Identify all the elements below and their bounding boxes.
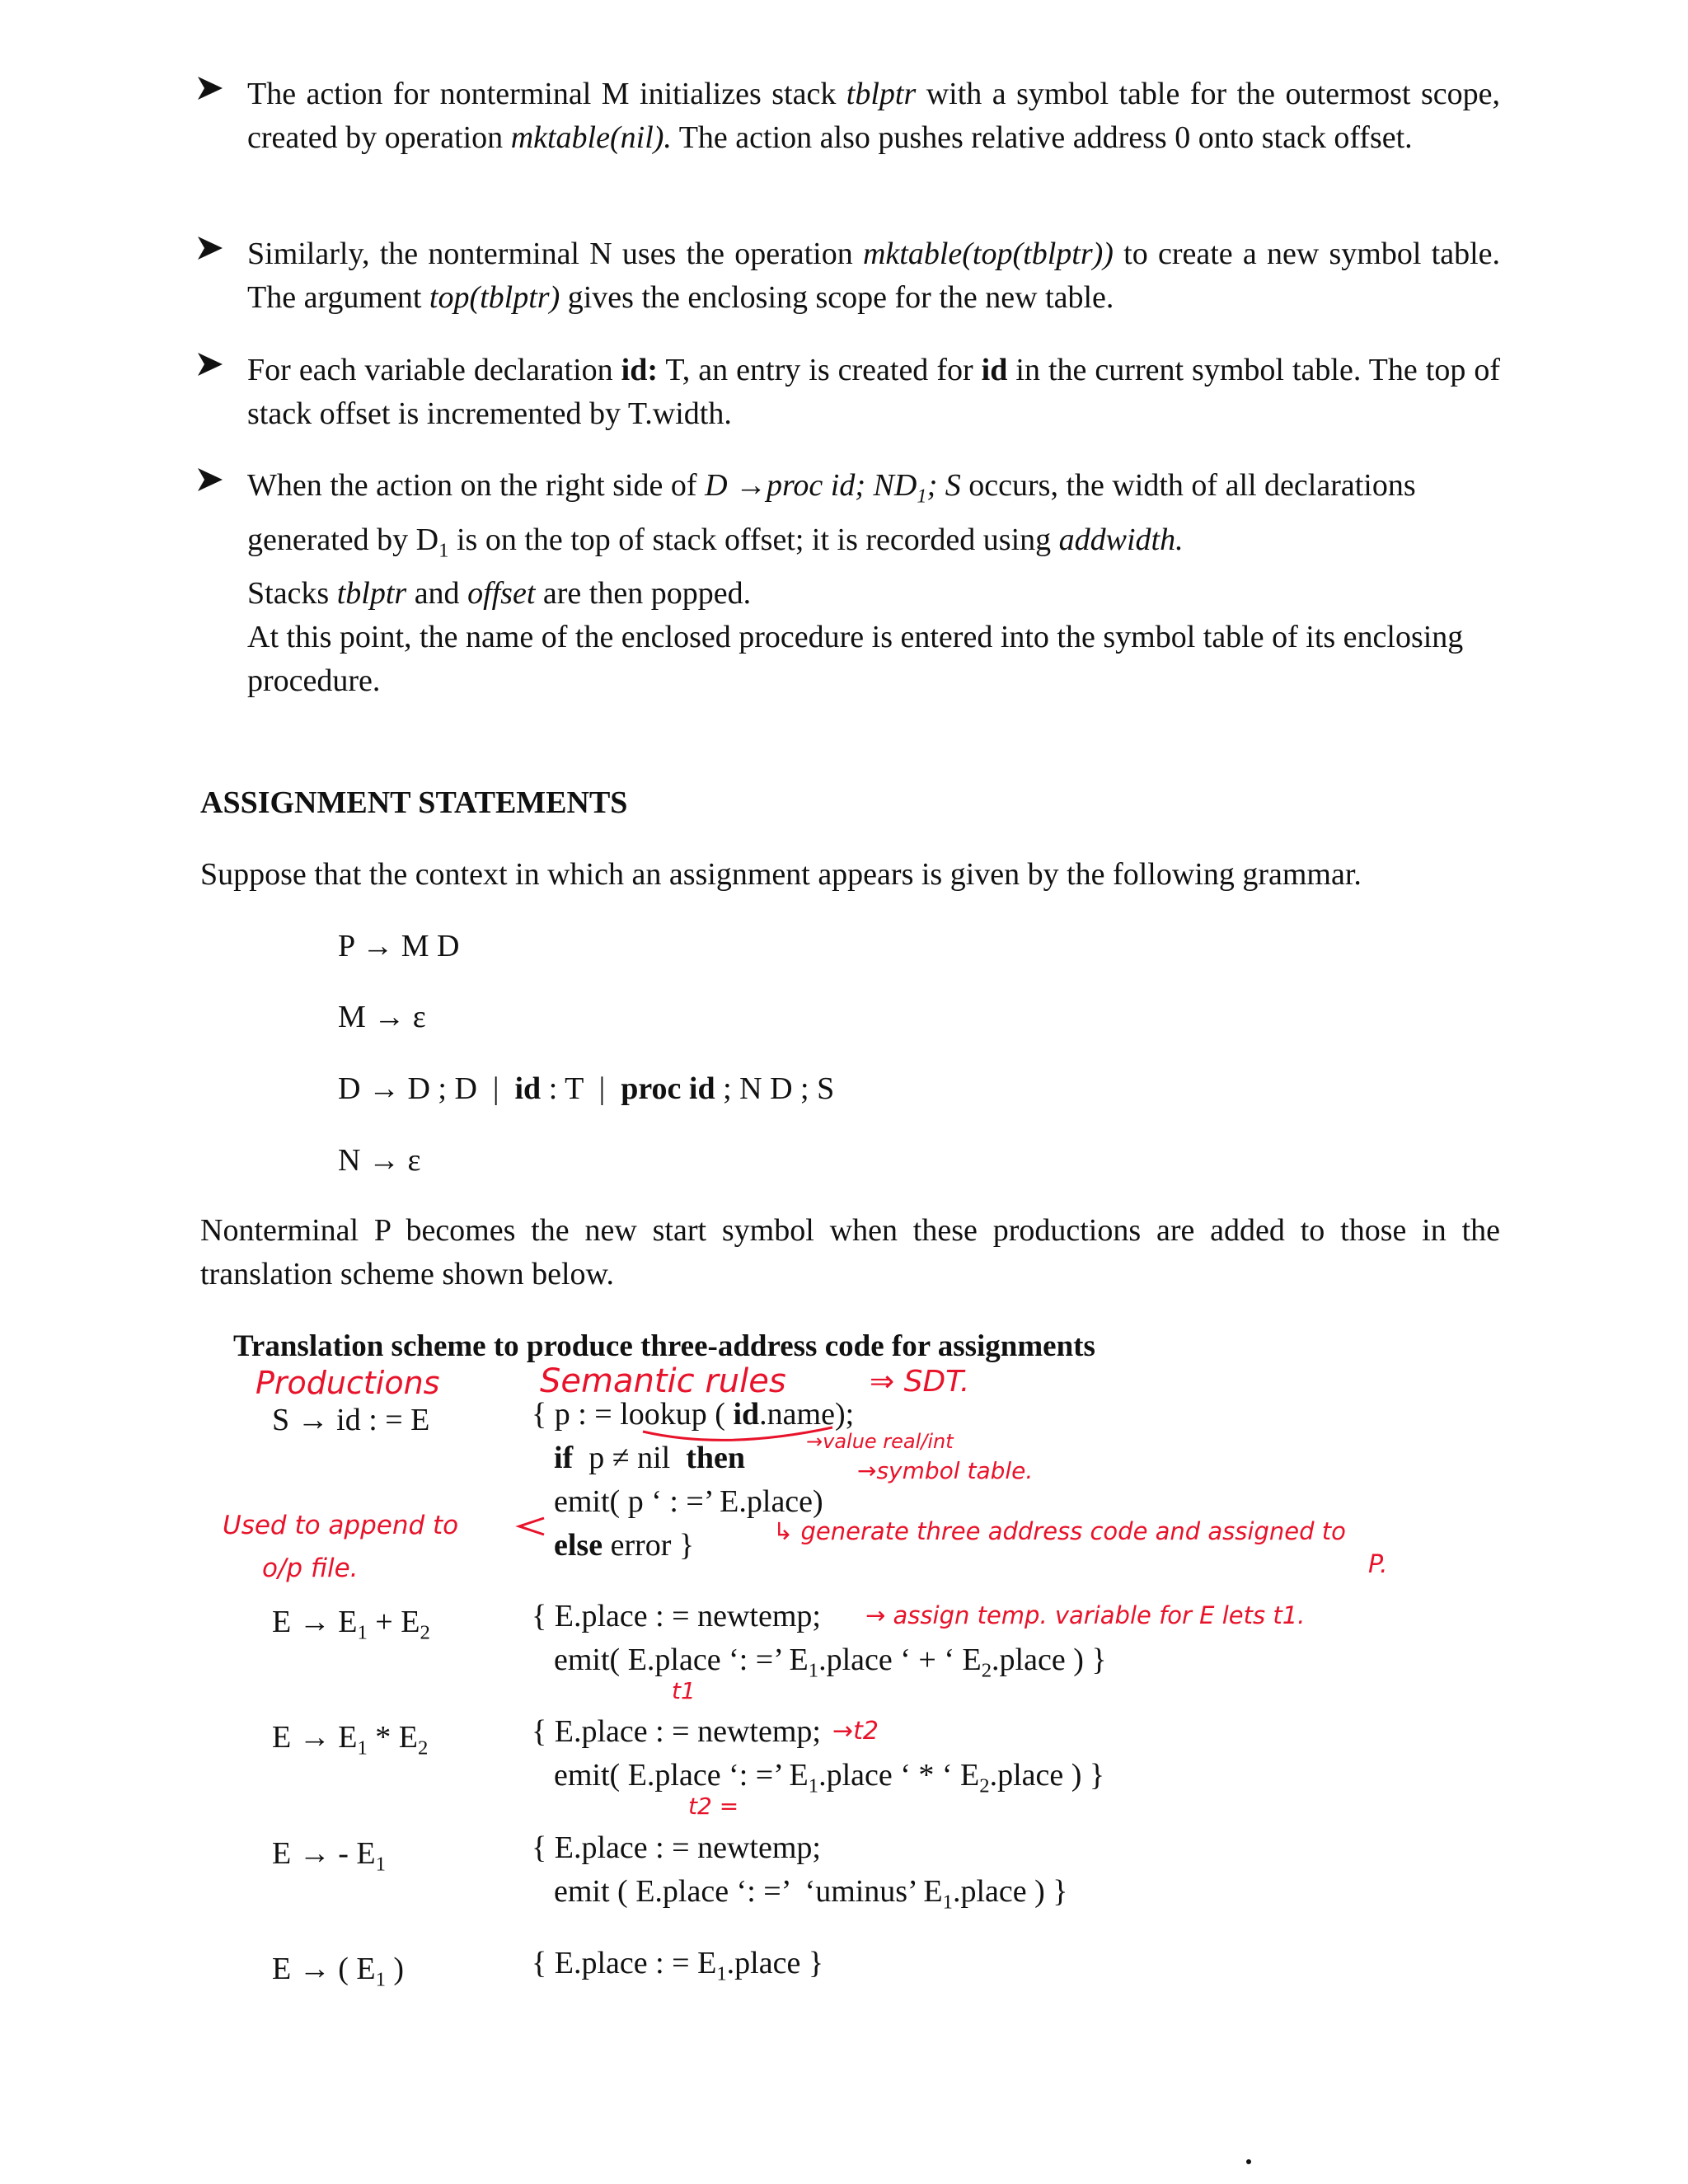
text-run: The action for nonterminal M initializes stack <box>247 77 846 111</box>
subscript: 2 <box>420 1621 430 1644</box>
text-run: ; S <box>926 468 961 503</box>
text-run: tblptr <box>336 576 407 612</box>
bullet-text <box>247 349 1500 436</box>
bullet-text <box>247 232 1500 320</box>
text-run: p ≠ nil <box>573 1441 687 1475</box>
text-run: occurs, the width of all declarations generated by D <box>247 468 1416 557</box>
rule-line: { E.place : = newtemp; <box>532 1830 821 1865</box>
text-run: For each variable declaration <box>247 353 621 387</box>
grammar-rule-d <box>338 1067 834 1111</box>
rule-line: { E.place : = newtemp; <box>532 1599 821 1633</box>
text-run: error } <box>603 1528 695 1563</box>
bullet-item-mktable-top <box>247 232 1500 320</box>
section-heading: ASSIGNMENT STATEMENTS <box>200 785 628 820</box>
text-run: tblptr <box>846 77 917 111</box>
text-run: .place ) } <box>992 1643 1107 1677</box>
subscript: 1 <box>716 1962 727 1985</box>
text-run: { p : = lookup ( <box>532 1397 734 1432</box>
subscript: 1 <box>942 1891 953 1914</box>
production-e-times <box>272 1716 428 1763</box>
text-run: Similarly, the nonterminal N uses the operation <box>247 237 863 271</box>
rule-line <box>532 1638 1107 1693</box>
text-run: and <box>406 576 468 612</box>
text-run: .place ‘ + ‘ E <box>818 1643 982 1677</box>
text-run: ; N D ; S <box>715 1071 835 1106</box>
rule-line <box>532 1870 1068 1924</box>
text-run: mktable(top(tblptr)) <box>862 237 1114 271</box>
after-grammar-paragraph: Nonterminal P becomes the new start symbol when these productions are added to those in the translation scheme shown below. <box>200 1213 1500 1291</box>
production-e-paren <box>272 1947 404 1994</box>
bullet-item-mktable-nil <box>247 73 1500 160</box>
text-run: emit ( E.place ‘: =’ ‘uminus’ E <box>554 1874 943 1909</box>
text-run: At this point, the name of the enclosed procedure is entered into the symbol table of its enclosing procedure. <box>247 620 1464 699</box>
text-run: id: <box>621 353 659 387</box>
semantic-rule-e-uminus <box>532 1826 1068 1924</box>
text-run: top(tblptr) <box>429 280 560 315</box>
rule-line <box>532 1754 1104 1808</box>
handwritten-symbol-table: →symbol table. <box>857 1457 1034 1484</box>
subscript: 2 <box>418 1736 429 1760</box>
text-run: gives the enclosing scope for the new table. <box>560 280 1114 315</box>
text-run: to create a new symbol table. The argument <box>247 237 1500 315</box>
handwritten-op-file: o/p file. <box>262 1554 359 1583</box>
grammar-rule-m: M → ε <box>338 1000 426 1034</box>
handwritten-semantic-rules: Semantic rules <box>540 1362 786 1400</box>
text-run: .place } <box>726 1946 824 1980</box>
text-run: mktable(nil). <box>510 120 672 155</box>
bullet-item-variable-declaration <box>247 349 1500 436</box>
subscript: 1 <box>357 1736 368 1760</box>
arrowhead-bullet-icon <box>196 74 224 102</box>
subscript: 1 <box>375 1968 386 1991</box>
text-run: : T | <box>541 1071 621 1106</box>
text-run: in the current symbol table. The top of stack offset is incremented by T.width. <box>247 353 1501 431</box>
subscript: 1 <box>357 1621 368 1644</box>
text-run: emit( E.place ‘: =’ E <box>554 1758 809 1793</box>
text-run: ) <box>385 1952 405 1986</box>
production-s: S → id : = E <box>272 1403 430 1437</box>
handwritten-productions: Productions <box>256 1365 440 1401</box>
translation-scheme-title: Translation scheme to produce three-address code for assignments <box>233 1329 1095 1363</box>
text-run: .place ) } <box>953 1874 1068 1909</box>
rule-line <box>532 1942 823 1996</box>
grammar-rule-n: N → ε <box>338 1143 421 1178</box>
production-e-plus <box>272 1601 430 1647</box>
production-e-uminus <box>272 1832 386 1879</box>
bullet-text <box>247 73 1500 160</box>
handwritten-sdt: ⇒ SDT. <box>870 1365 970 1399</box>
handwritten-append: Used to append to <box>223 1511 459 1540</box>
text-run: id <box>514 1071 542 1106</box>
handwritten-t1: t1 <box>672 1677 696 1704</box>
subscript: 1 <box>808 1774 819 1797</box>
text-run: then <box>686 1441 745 1475</box>
text-run: E → E <box>272 1720 358 1755</box>
text-run: id <box>981 353 1008 387</box>
subscript: 2 <box>979 1774 990 1797</box>
semantic-rule-e-times <box>532 1710 1104 1808</box>
text-run: else <box>554 1528 603 1563</box>
text-run: if <box>554 1441 574 1475</box>
text-run: E → ( E <box>272 1952 376 1986</box>
text-run: with a symbol table for the outermost scope, created by operation <box>247 77 1500 155</box>
text-run: + E <box>367 1605 420 1639</box>
text-run: Stacks <box>247 576 337 612</box>
text-run: When the action on the right side of <box>247 468 706 503</box>
intro-paragraph: Suppose that the context in which an assignment appears is given by the following grammar. <box>200 857 1362 892</box>
text-run: { E.place : = E <box>532 1946 717 1980</box>
grammar-rule-p: P → M D <box>338 929 460 963</box>
bullet-item-addwidth <box>247 464 1500 703</box>
text-run: proc id <box>621 1071 715 1106</box>
text-run: E → E <box>272 1605 358 1639</box>
text-run: is on the top of stack offset; it is recorded using <box>448 522 1059 557</box>
text-run: addwidth. <box>1058 522 1184 557</box>
subscript: 1 <box>375 1853 386 1876</box>
arrowhead-bullet-icon <box>196 234 224 262</box>
subscript: 1 <box>808 1659 819 1682</box>
text-run: T, an entry is created for <box>658 353 982 387</box>
text-run: The action also pushes relative address 0 onto stack offset. <box>671 120 1413 155</box>
text-run: are then popped. <box>535 576 752 612</box>
text-run: D → D ; D | <box>338 1071 515 1106</box>
handwritten-assign-temp: → assign temp. variable for E lets t1. <box>865 1601 1306 1629</box>
rule-line: { E.place : = newtemp; <box>532 1714 821 1749</box>
handwritten-value-type: →value real/int <box>806 1430 954 1453</box>
text-run: .name); <box>759 1397 855 1432</box>
rule-line: emit( p ‘ : =’ E.place) <box>554 1484 823 1519</box>
text-run: .place ‘ * ‘ E <box>818 1758 980 1793</box>
subscript: 1 <box>438 539 449 562</box>
text-run: D →proc id; ND <box>705 468 917 503</box>
subscript: 2 <box>981 1659 992 1682</box>
handwritten-t2-equals: t2 = <box>688 1793 739 1820</box>
arrowhead-bullet-icon <box>196 466 224 494</box>
text-run: E → - E <box>272 1836 376 1871</box>
semantic-rule-e-paren <box>532 1942 823 1996</box>
bullet-text <box>247 464 1500 703</box>
text-run: * E <box>367 1720 418 1755</box>
handwritten-p: P. <box>1368 1550 1388 1579</box>
arrowhead-bullet-icon <box>196 350 224 378</box>
text-run: .place ) } <box>989 1758 1105 1793</box>
handwritten-t2-arrow: →t2 <box>832 1717 879 1746</box>
subscript: 1 <box>917 485 927 508</box>
handwritten-generate: ↳ generate three address code and assigned to <box>773 1517 1346 1545</box>
text-run: offset <box>467 576 536 612</box>
page-mark <box>1246 2159 1251 2164</box>
text-run: id <box>733 1397 760 1432</box>
text-run: emit( E.place ‘: =’ E <box>554 1643 809 1677</box>
